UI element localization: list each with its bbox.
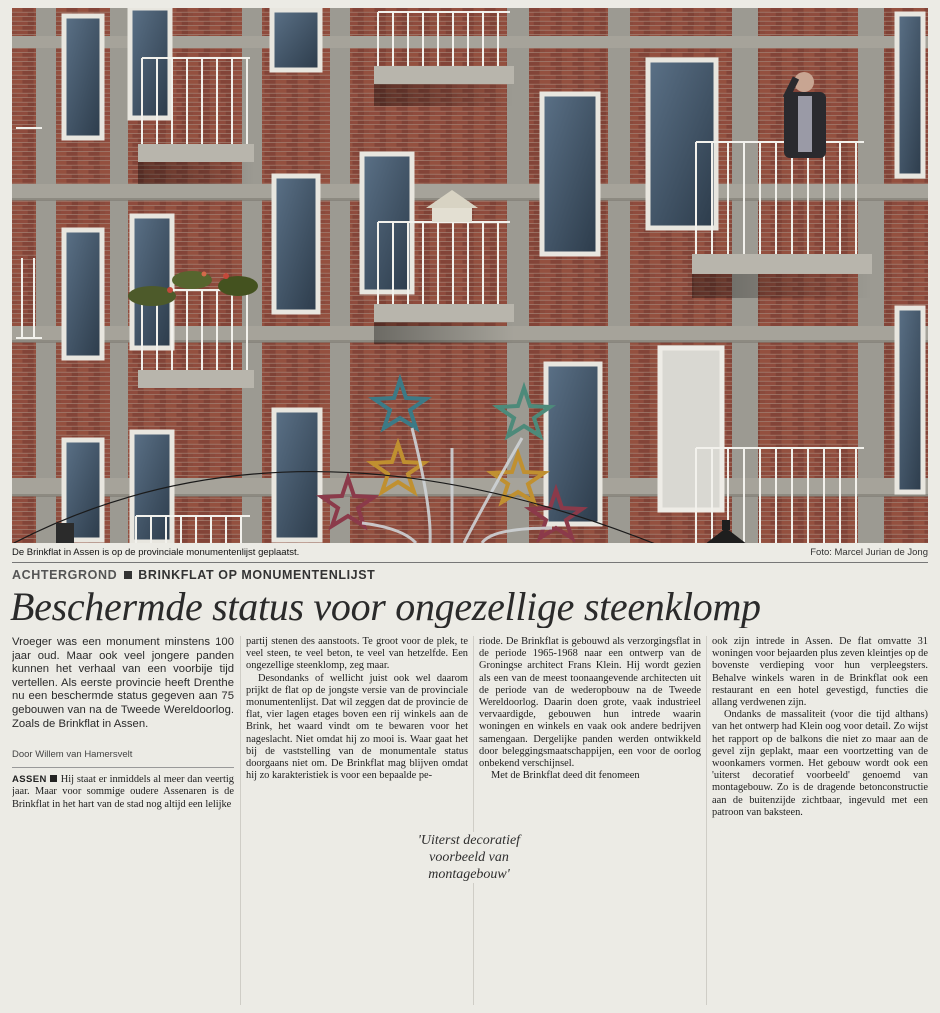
dateline-place: ASSEN [12, 774, 47, 786]
photo-caption-row [12, 547, 928, 559]
photo-caption: De Brinkflat in Assen is op de provinciale monumentenlijst geplaatst. [12, 547, 300, 558]
article-lead: Vroeger was een monument minstens 100 jaar oud. Maar ook veel jongere panden kunnen het verhaal van een voorbije tijd vertellen. Als eerste provincie heeft Drenthe nu een beschermde status gegeven aan 75 gebouwen van na de Tweede Wereldoorlog. Zoals de Brinkflat in Assen. [12, 636, 234, 730]
body-col4-paragraph-1: ook zijn intrede in Assen. De flat omvatte 31 woningen voor bejaarden plus zeven kleintjes op de bovenste verdieping voor hun verpleegsters. Behalve winkels waren in de Brinkflat ook een restaurant en een hotel gevestigd, functies die allang verdwenen zijn. [712, 636, 928, 709]
article-photo [12, 8, 928, 543]
pull-quote: 'Uiterst decoratief voorbeeld van montagebouw' [402, 832, 536, 883]
article-column-3 [479, 636, 701, 1005]
photo-credit: Foto: Marcel Jurian de Jong [810, 547, 928, 558]
column-divider [706, 636, 707, 1005]
body-col2-paragraph-1: partij stenen des aanstoots. Te groot voor de plek, te veel steen, te veel beton, te veel van hetzelfde. Een ongezellige steenklomp, zeg maar. [246, 636, 468, 672]
article-column-4 [712, 636, 928, 1005]
column-divider [240, 636, 241, 1005]
article-headline: Beschermde status voor ongezellige steenklomp [10, 586, 761, 628]
caption-divider [12, 562, 928, 563]
byline-divider [12, 767, 234, 768]
body-col3-paragraph-1: riode. De Brinkflat is gebouwd als verzorgingsflat in de periode 1965-1968 naar een ontwerp van de Groningse architect Frans Klein. Hij wordt gezien als een van de meest toonaangevende architecten uit de periode van de wederopbouw na de Tweede Wereldoorlog. Daarin doen grote, vaak industrieel vervaardigde, gebouwen hun intrede waarin woningen en winkels en vaak ook andere bedrijven samengaan. Dergelijke panden werden ontwikkeld door beleggingsmaatschappijen, een voor de oorlog onbekend verschijnsel. [479, 636, 701, 770]
square-bullet-icon [50, 775, 57, 782]
section-kicker [12, 567, 375, 583]
article-byline: Door Willem van Hamersvelt [12, 749, 133, 761]
kicker-topic: BRINKFLAT OP MONUMENTENLIJST [138, 568, 376, 582]
body-col2-paragraph-2: Desondanks of wellicht juist ook wel daarom prijkt de flat op de jongste versie van de provinciale monumentenlijst. Dat wil zeggen dat de provincie de flat, vier lagen etages boven een rij winkels aan de Brink, het waard vindt om te bewaren voor het nageslacht. Niet omdat hij zo mooi is. Waar gaat het bij de vaststelling van de monumentale status doorgaans niet om. De Brinkflat mag blijven omdat hij zo karakteristiek is voor een bepaalde pe- [246, 672, 468, 782]
column-divider [473, 636, 474, 1005]
body-col3-paragraph-2: Met de Brinkflat deed dit fenomeen [491, 770, 640, 782]
body-col1-text: Hij staat er inmiddels al meer dan veertig jaar. Maar voor sommige oudere Assenaren is de Brinkflat in het hart van de stad nog altijd een lelijke [12, 774, 234, 810]
brinkflat-photo-illustration [12, 8, 928, 543]
article-body-start [12, 774, 234, 811]
article-column-1 [12, 636, 234, 1005]
square-bullet-icon [124, 571, 132, 579]
body-col4-paragraph-2: Ondanks de massaliteit (voor die tijd althans) van het ontwerp had Klein oog voor detail. Zo wijst het rapport op de balkons die niet zo maar aan de gevel zijn geplakt, maar een voortzetting van de woonkamers vormen. Het gebouw wordt ook een 'uiterst decoratief voorbeeld' genoemd van montagebouw. Zo is de dragende betonconstructie aan de buitenzijde zichtbaar, ingevuld met een patroon van baksteen. [712, 709, 928, 818]
kicker-section: ACHTERGROND [12, 568, 118, 582]
article-column-2 [246, 636, 468, 1005]
